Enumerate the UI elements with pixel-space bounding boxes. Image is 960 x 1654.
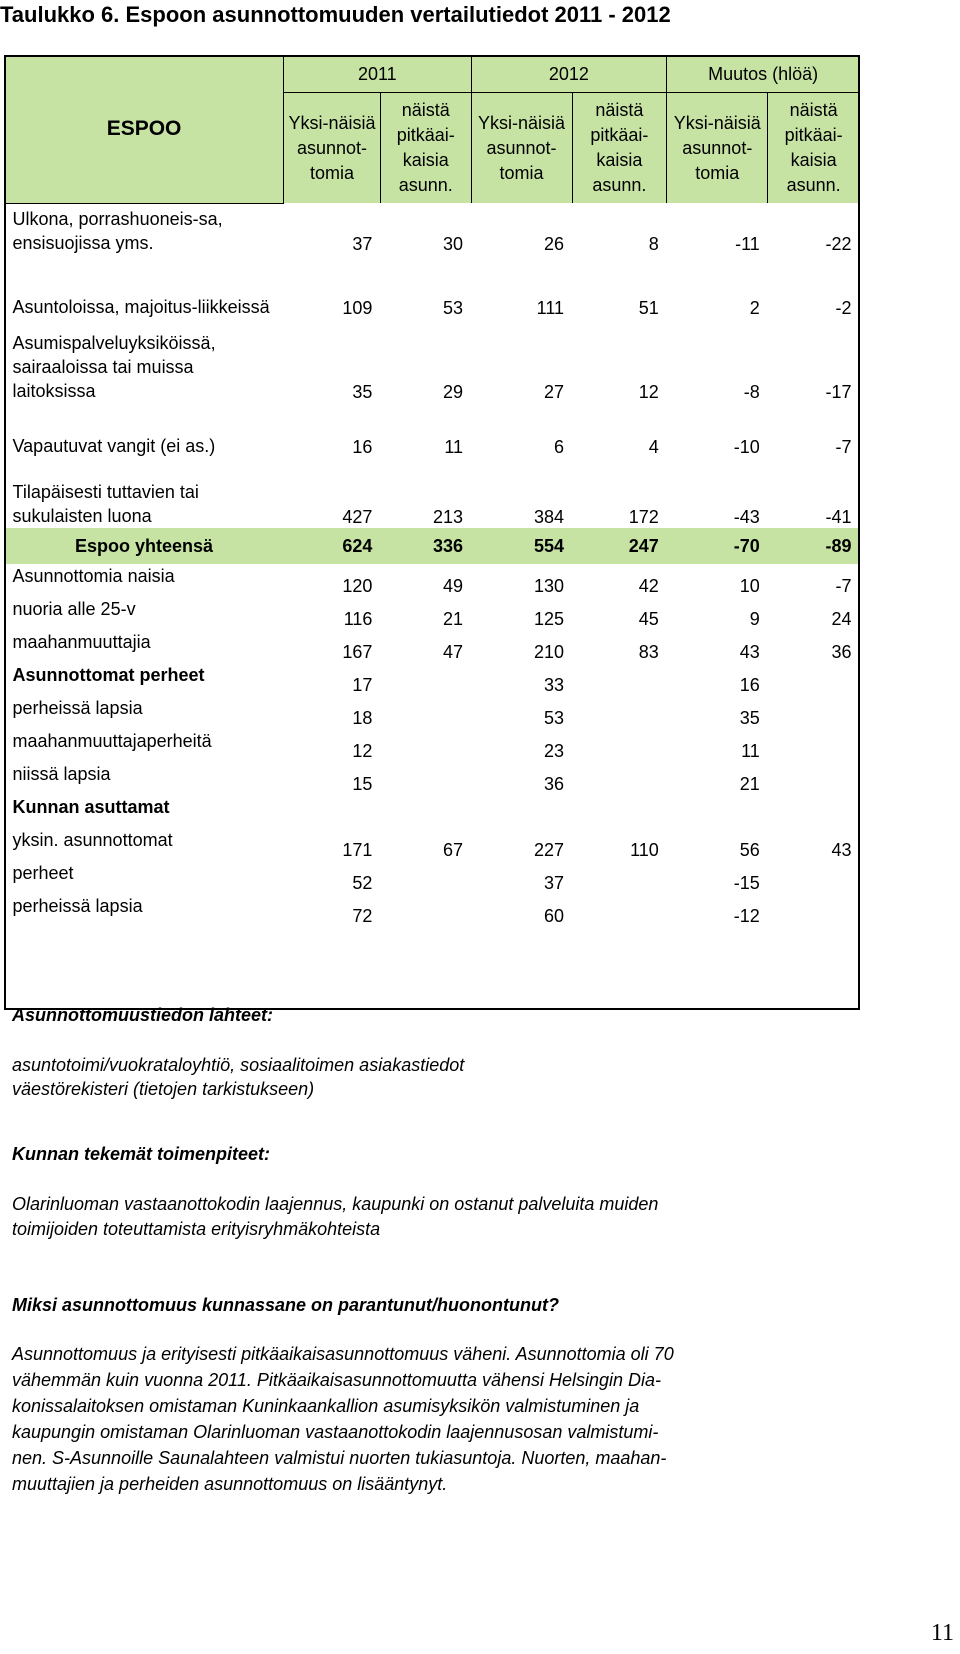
table-cell: 56 (739, 840, 760, 860)
row-label: maahanmuuttajaperheitä (12, 731, 212, 751)
table-cell: 109 (342, 298, 373, 318)
table-row (5, 894, 860, 927)
total-cell: 554 (471, 528, 572, 564)
table-cell (380, 795, 471, 828)
table-cell: -10 (733, 437, 760, 457)
table-cell: -22 (825, 234, 852, 254)
table-cell: 42 (638, 576, 659, 596)
why-line: Asunnottomuus ja erityisesti pitkäaikaisasunnottomuus väheni. Asunnottomia oli 70 (12, 1344, 674, 1364)
table-row (5, 729, 860, 762)
subheader-single-2012: Yksi-näisiä asunnot-tomia (471, 93, 572, 204)
table-cell: 130 (533, 576, 565, 596)
table-cell: 427 (342, 507, 373, 527)
table-cell: 125 (533, 609, 565, 629)
why-heading: Miksi asunnottomuus kunnassane on parantunut/huonontunut? (12, 1295, 559, 1315)
table-cell: 17 (352, 675, 373, 695)
table-cell (768, 795, 860, 828)
table-cell: 51 (638, 298, 659, 318)
why-paragraph (12, 1341, 852, 1497)
row-label: maahanmuuttajia (12, 632, 151, 652)
table-row (5, 630, 860, 663)
table-cell: 2 (749, 298, 760, 318)
why-line: kaupungin omistaman Olarinluoman vastaanottokodin laajennusosan valmistumi- (12, 1422, 659, 1442)
table-cell: 16 (739, 675, 760, 695)
table-cell: 21 (739, 774, 760, 794)
why-line: konissalaitoksen omistaman Kuninkaankallion asumisyksikön valmistuminen ja (12, 1396, 640, 1416)
table-cell: 6 (554, 437, 565, 457)
row-label: Asumispalveluyksiköissä, sairaaloissa tai muissa laitoksissa (12, 333, 216, 401)
table-row (5, 663, 860, 696)
table-row (5, 762, 860, 795)
table-cell: -41 (825, 507, 852, 527)
table-row (5, 861, 860, 894)
table-row (5, 255, 860, 319)
row-label: Vapautuvat vangit (ei as.) (12, 436, 216, 456)
table-cell: 53 (442, 298, 464, 318)
table-row (5, 795, 860, 828)
why-line: nen. S-Asunnoille Saunalahteen valmistui nuorten tukiasuntoja. Nuorten, maahan- (12, 1448, 667, 1468)
total-cell: 624 (284, 528, 381, 564)
table-cell: 43 (739, 642, 760, 662)
table-cell (768, 894, 860, 927)
table-cell: 53 (543, 708, 565, 728)
table-cell: 23 (543, 741, 565, 761)
table-cell: 111 (536, 298, 565, 318)
total-label: Espoo yhteensä (5, 528, 284, 564)
table-cell: 172 (628, 507, 659, 527)
table-cell: 37 (352, 234, 373, 254)
sources-line: väestörekisteri (tietojen tarkistukseen) (12, 1079, 315, 1099)
comparison-table (4, 55, 860, 927)
table-cell: 29 (442, 382, 464, 402)
table-cell: 12 (638, 382, 659, 402)
table-cell: -11 (735, 234, 760, 254)
table-cell: 43 (831, 840, 852, 860)
table-cell (768, 729, 860, 762)
table-cell (380, 861, 471, 894)
table-cell: 21 (442, 609, 464, 629)
change-header: Muutos (hlöä) (667, 56, 860, 93)
table-cell (572, 696, 667, 729)
table-cell (572, 663, 667, 696)
corner-label: ESPOO (5, 56, 284, 204)
measures-line: toimijoiden toteuttamista erityisryhmäkohteista (12, 1219, 381, 1239)
row-label: nuoria alle 25-v (12, 599, 136, 619)
table-row (5, 458, 860, 528)
table-row (5, 203, 860, 255)
table-cell: 37 (543, 873, 565, 893)
table-cell: 171 (342, 840, 373, 860)
table-cell: 45 (638, 609, 659, 629)
table-cell: -17 (825, 382, 852, 402)
row-label: Tilapäisesti tuttavien tai sukulaisten luona (12, 482, 199, 526)
table-cell: 210 (533, 642, 565, 662)
table-cell: 18 (352, 708, 373, 728)
table-row (5, 403, 860, 458)
row-label: perheissä lapsia (12, 698, 143, 718)
table-cell: 384 (533, 507, 565, 527)
table-cell (572, 861, 667, 894)
subheader-longterm-2011: näistä pitkäai-kaisia asunn. (380, 93, 471, 204)
table-cell: 67 (442, 840, 464, 860)
row-label: Asunnottomat perheet (12, 665, 205, 685)
table-cell: -2 (835, 298, 852, 318)
table-cell: 11 (741, 741, 760, 761)
row-label: Kunnan asuttamat (12, 797, 170, 817)
table-cell: 213 (432, 507, 464, 527)
table-cell: 12 (352, 741, 373, 761)
table-row (5, 696, 860, 729)
table-cell: 36 (831, 642, 852, 662)
row-label: perheissä lapsia (12, 896, 143, 916)
table-cell: -43 (733, 507, 760, 527)
table-cell: 120 (342, 576, 373, 596)
row-label: perheet (12, 863, 74, 883)
subheader-longterm-change: näistä pitkäai-kaisia asunn. (768, 93, 860, 204)
table-cell: -12 (733, 906, 760, 926)
row-label: Asunnottomia naisia (12, 566, 175, 586)
table-cell (572, 894, 667, 927)
row-label: yksin. asunnottomat (12, 830, 173, 850)
table-cell: 47 (442, 642, 464, 662)
total-row (5, 528, 860, 564)
table-cell: 26 (543, 234, 565, 254)
table-cell: 16 (352, 437, 373, 457)
table-cell: 72 (352, 906, 373, 926)
table-cell: 10 (739, 576, 760, 596)
total-cell: 247 (572, 528, 667, 564)
row-label: Ulkona, porrashuoneis-sa, ensisuojissa yms. (12, 209, 223, 253)
table-cell: 60 (543, 906, 565, 926)
table-cell (572, 795, 667, 828)
table-cell: 110 (630, 840, 659, 860)
table-row (5, 319, 860, 403)
sources-line: asuntotoimi/vuokrataloyhtiö, sosiaalitoimen asiakastiedot (12, 1055, 465, 1075)
measures-line: Olarinluoman vastaanottokodin laajennus, kaupunki on ostanut palveluita muiden (12, 1194, 659, 1214)
table-row (5, 564, 860, 597)
table-cell: -7 (835, 437, 852, 457)
row-label: niissä lapsia (12, 764, 111, 784)
total-cell: -70 (667, 528, 768, 564)
row-label: Asuntoloissa, majoitus-liikkeissä (12, 297, 270, 317)
table-cell (768, 663, 860, 696)
year-header-row (5, 56, 860, 93)
table-cell: 227 (533, 840, 565, 860)
table-cell: 9 (749, 609, 760, 629)
why-line: muuttajien ja perheiden asunnottomuus on lisääntynyt. (12, 1474, 448, 1494)
subheader-single-2011: Yksi-näisiä asunnot-tomia (284, 93, 381, 204)
table-cell: 33 (543, 675, 565, 695)
table-cell: 52 (352, 873, 373, 893)
page-number: 11 (930, 1620, 954, 1646)
table-cell: 15 (352, 774, 373, 794)
table-row (5, 597, 860, 630)
table-cell (667, 795, 768, 828)
page-title: Taulukko 6. Espoon asunnottomuuden vertailutiedot 2011 - 2012 (0, 2, 671, 27)
table-cell: -7 (835, 576, 852, 596)
table-cell: 49 (442, 576, 464, 596)
table-cell: -8 (743, 382, 760, 402)
sources-heading: Asunnottomuustiedon lähteet: (12, 1005, 273, 1025)
table-cell: 116 (343, 609, 373, 629)
table-cell: 35 (352, 382, 373, 402)
table-cell (284, 795, 381, 828)
table-cell (768, 696, 860, 729)
table-cell: 83 (638, 642, 659, 662)
table-cell (380, 894, 471, 927)
table-cell (471, 795, 572, 828)
subheader-longterm-2012: näistä pitkäai-kaisia asunn. (572, 93, 667, 204)
table-row (5, 828, 860, 861)
table-cell (380, 696, 471, 729)
table-cell: 30 (442, 234, 464, 254)
table-cell: 36 (543, 774, 565, 794)
table-cell (380, 663, 471, 696)
table-cell: 167 (342, 642, 373, 662)
year-2012-header: 2012 (471, 56, 667, 93)
table-cell: 4 (648, 437, 659, 457)
subheader-single-change: Yksi-näisiä asunnot-tomia (667, 93, 768, 204)
table-cell: 27 (543, 382, 565, 402)
year-2011-header: 2011 (284, 56, 471, 93)
total-cell: -89 (768, 528, 860, 564)
table-cell (768, 762, 860, 795)
table-cell (572, 762, 667, 795)
total-cell: 336 (380, 528, 471, 564)
table-cell (768, 861, 860, 894)
table-cell: 35 (739, 708, 760, 728)
why-line: vähemmän kuin vuonna 2011. Pitkäaikaisasunnottomuutta vähensi Helsingin Dia- (12, 1370, 662, 1390)
table-cell (572, 729, 667, 762)
table-cell: -15 (733, 873, 760, 893)
table-cell (380, 762, 471, 795)
table-cell (380, 729, 471, 762)
table-cell: 11 (444, 437, 464, 457)
table-cell: 8 (648, 234, 659, 254)
table-cell: 24 (831, 609, 852, 629)
measures-heading: Kunnan tekemät toimenpiteet: (12, 1144, 271, 1164)
